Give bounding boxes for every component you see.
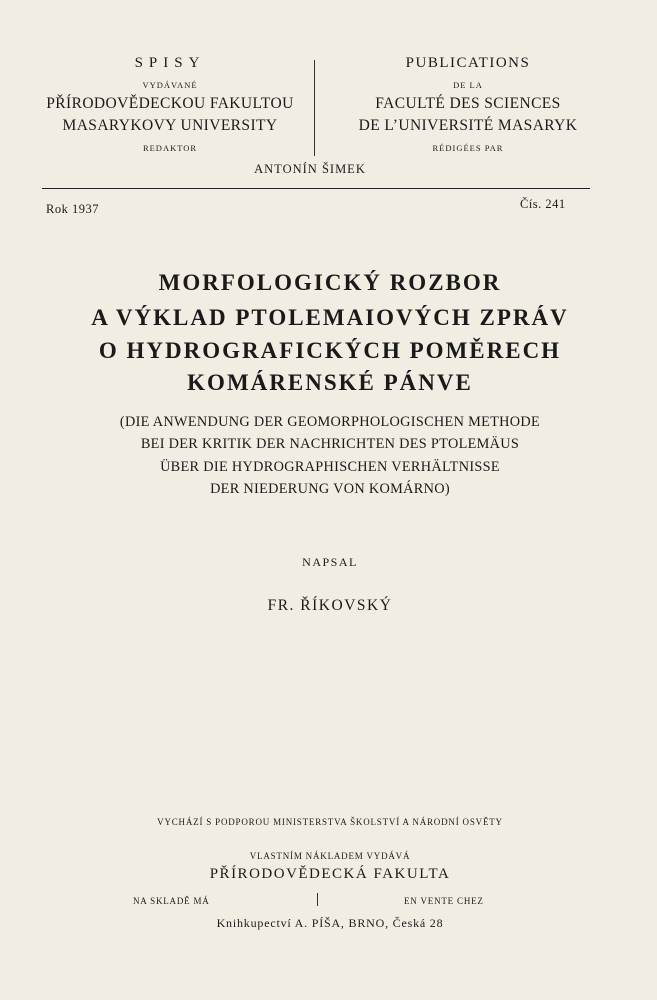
year: Rok 1937	[46, 202, 99, 216]
footer-divider	[317, 893, 318, 906]
series-name-cz: SPISY	[134, 55, 206, 71]
header-rule	[42, 188, 590, 189]
subtitle-line-4: DER NIEDERUNG VON KOMÁRNO)	[210, 481, 450, 497]
support-note: VYCHÁZÍ S PODPOROU MINISTERSTVA ŠKOLSTVÍ A NÁRODNÍ OSVĚTY	[157, 817, 503, 827]
title-line-4: KOMÁRENSKÉ PÁNVE	[187, 370, 473, 395]
title-line-3: O HYDROGRAFICKÝCH POMĚRECH	[98, 338, 562, 363]
stock-label-fr: EN VENTE CHEZ	[404, 896, 484, 906]
subtitle-line-2: BEI DER KRITIK DER NACHRICHTEN DES PTOLEMÄUS	[140, 436, 520, 452]
editor-name: ANTONÍN ŠIMEK	[254, 162, 366, 176]
editor-label-fr: RÉDIGÉES PAR	[432, 143, 504, 153]
issued-label-cz: VYDÁVANÉ	[142, 80, 198, 90]
issue-number: Čís. 241	[520, 197, 566, 211]
de-la-label: DE LA	[453, 80, 483, 90]
publisher-label: VLASTNÍM NÁKLADEM VYDÁVÁ	[249, 851, 411, 861]
series-name-fr: PUBLICATIONS	[405, 55, 531, 71]
title-line-1: MORFOLOGICKÝ ROZBOR	[158, 270, 502, 295]
subtitle-line-3: ÜBER DIE HYDROGRAPHISCHEN VERHÄLTNISSE	[160, 459, 500, 475]
stock-label-cz: NA SKLADĚ MÁ	[133, 896, 210, 906]
title-line-2: A VÝKLAD PTOLEMAIOVÝCH ZPRÁV	[91, 305, 569, 330]
author-name: FR. ŘÍKOVSKÝ	[267, 597, 393, 614]
university-name-cz: MASARYKOVY UNIVERSITY	[62, 117, 278, 134]
subtitle-line-1: (DIE ANWENDUNG DER GEOMORPHOLOGISCHEN METHODE	[119, 414, 541, 430]
faculty-name-cz: PŘÍRODOVĚDECKOU FAKULTOU	[46, 95, 294, 112]
header-divider	[314, 60, 315, 156]
bookshop-address: Knihkupectví A. PÍŠA, BRNO, Česká 28	[216, 916, 444, 930]
university-name-fr: DE L’UNIVERSITÉ MASARYK	[358, 117, 578, 134]
faculty-name-fr: FACULTÉ DES SCIENCES	[375, 95, 561, 112]
publisher-name: PŘÍRODOVĚDECKÁ FAKULTA	[209, 866, 451, 882]
byline-label: NAPSAL	[302, 555, 358, 569]
editor-label-cz: REDAKTOR	[142, 143, 198, 153]
